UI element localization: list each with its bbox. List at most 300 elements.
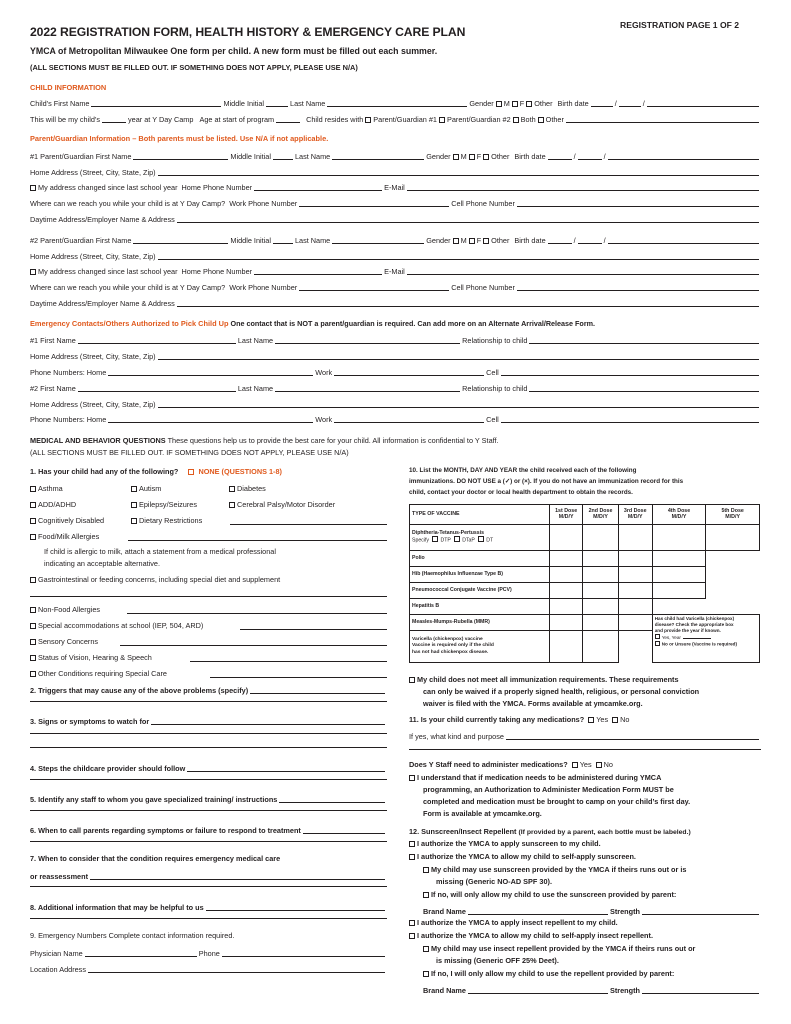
q4-line-2[interactable] (30, 779, 387, 780)
sensory-line[interactable] (120, 645, 387, 646)
may-use-ins-2: is missing (Generic OFF 25% Deet). (436, 956, 559, 965)
p2-last-name-field[interactable] (332, 236, 424, 244)
c1-phone-row (30, 366, 761, 376)
apply-insect-label: I authorize the YMCA to apply insect repellent to my child. (417, 918, 618, 927)
yes-year-label: Yes, Year (661, 634, 681, 640)
special-line[interactable] (240, 629, 387, 630)
c2-last-name-label: Last Name (237, 383, 274, 393)
dietary-line[interactable] (230, 524, 387, 525)
cond-asthma (30, 485, 63, 492)
blank-cell (706, 567, 760, 583)
no-unsure-label: No or Unsure (Vaccine is required) (661, 641, 738, 647)
cerebral-checkbox[interactable] (229, 502, 235, 508)
child-last-name-label: Last Name (290, 98, 326, 108)
p2-middle-initial-label: Middle Initial (230, 235, 271, 245)
location-label: Location Address (30, 964, 86, 974)
q5-row (30, 793, 387, 803)
may-use-sun-1: My child may use sunscreen provided by the YMCA if theirs runs out or is (431, 865, 687, 874)
p1-home-address-field[interactable] (158, 168, 759, 176)
c2-cell-phone-field[interactable] (501, 415, 759, 423)
child-gender-label: Gender (469, 98, 494, 108)
dose-cell[interactable] (706, 525, 760, 551)
c1-last-name-field[interactable] (275, 336, 460, 344)
ins-brand-field[interactable] (468, 986, 608, 994)
p1-reach-row (30, 197, 761, 207)
child-first-name-label: Child’s First Name (30, 98, 90, 108)
cognitive-label: Cognitively Disabled (38, 516, 105, 525)
polio-label: Polio (410, 551, 550, 567)
q2-line-2[interactable] (30, 701, 387, 702)
q8-line-2[interactable] (30, 918, 387, 919)
if-no-ins-checkbox[interactable] (423, 971, 429, 977)
resides-pg1-checkbox[interactable] (365, 117, 371, 123)
dose-label: 4th Dose (667, 508, 691, 515)
gastro-checkbox[interactable] (30, 577, 36, 583)
blank-cell (618, 631, 652, 663)
f-label: F (519, 98, 525, 108)
varicella-yes-checkbox[interactable] (655, 634, 660, 639)
vision-label: Status of Vision, Hearing & Speech (38, 653, 152, 662)
p1-work-phone-field[interactable] (299, 199, 449, 207)
resides-other-checkbox[interactable] (538, 117, 544, 123)
physician-phone-field[interactable] (222, 949, 385, 957)
p1-email-field[interactable] (407, 183, 759, 191)
c2-work-phone-field[interactable] (334, 415, 484, 423)
dose-cell[interactable] (550, 599, 583, 615)
varicella-note-3: and provide the year if known. (654, 627, 721, 633)
dose-cell[interactable] (652, 525, 706, 551)
q7-line-2[interactable] (30, 886, 387, 887)
cond-nonfood (30, 606, 100, 613)
c1-cell-label: Cell (486, 367, 499, 377)
sun-brand-field[interactable] (468, 907, 608, 915)
p2-gender-f-checkbox[interactable] (469, 238, 475, 244)
vision-checkbox[interactable] (30, 655, 36, 661)
apply-insect-checkbox[interactable] (409, 920, 415, 926)
milk-note-1: If child is allergic to milk, attach a statement from a medical professional (44, 547, 276, 556)
p2-first-name-label: #2 Parent/Guardian First Name (30, 235, 132, 245)
if-no-sun-label: If no, will only allow my child to use the sunscreen provided by parent: (431, 890, 677, 899)
mdy-label: M/D/Y (593, 513, 608, 520)
child-last-name-field[interactable] (327, 99, 467, 107)
other-cond-label: Other Conditions requiring Special Care (38, 669, 167, 678)
administer-no-checkbox[interactable] (596, 762, 602, 768)
c2-last-name-field[interactable] (275, 384, 460, 392)
other-label: Other (491, 151, 510, 161)
vaccine-name-cell (410, 525, 550, 551)
dose-1-header (550, 505, 583, 525)
c2-work-label: Work (315, 414, 333, 424)
child-middle-initial-label: Middle Initial (223, 98, 265, 108)
address-changed-label: My address changed since last school year (38, 182, 178, 192)
p2-home-address-field[interactable] (158, 252, 759, 260)
self-insect-checkbox[interactable] (409, 933, 415, 939)
apply-sunscreen-row (409, 840, 601, 847)
dtp-label: Diphtheria-Tetanus-Pertussis (412, 530, 484, 537)
p1-last-name-field[interactable] (332, 152, 424, 160)
q6-field[interactable] (303, 826, 385, 834)
m-label: M (460, 235, 467, 245)
dose-cell[interactable] (618, 583, 652, 599)
food-line[interactable] (128, 540, 387, 541)
may-use-ins-1: My child may use insect repellent provided by the YMCA if theirs runs out or (431, 944, 696, 953)
diabetes-label: Diabetes (237, 484, 266, 493)
diabetes-checkbox[interactable] (229, 486, 235, 492)
dose-cell[interactable] (550, 525, 583, 551)
c2-name-row (30, 382, 761, 392)
dose-label: 3rd Dose (623, 508, 647, 515)
cond-gastro (30, 576, 280, 583)
other-label: Other (545, 114, 564, 124)
cond-cerebral (229, 501, 335, 508)
c1-relationship-field[interactable] (529, 336, 759, 344)
p1-birth-day-field[interactable] (578, 152, 602, 160)
autism-checkbox[interactable] (131, 486, 137, 492)
meds-yes-checkbox[interactable] (588, 717, 594, 723)
if-no-sun-row (423, 891, 676, 898)
resides-pg2-checkbox[interactable] (439, 117, 445, 123)
p2-gender-label: Gender (426, 235, 451, 245)
brand-label: Brand Name (423, 985, 466, 995)
physician-field[interactable] (85, 949, 197, 957)
p1-email-label: E-Mail (384, 182, 405, 192)
milk-note-2: indicating an acceptable alternative. (44, 559, 161, 568)
ins-strength-field[interactable] (642, 986, 759, 994)
p2-email-field[interactable] (407, 267, 759, 275)
may-use-sun-checkbox[interactable] (423, 867, 429, 873)
sensory-label: Sensory Concerns (38, 637, 99, 646)
dose-cell[interactable] (652, 583, 706, 599)
p1-gender-m-checkbox[interactable] (453, 154, 459, 160)
sun-strength-field[interactable] (642, 907, 759, 915)
child-year-row (30, 113, 761, 123)
p2-middle-initial-field[interactable] (273, 236, 293, 244)
p1-cell-phone-field[interactable] (517, 199, 759, 207)
dose-cell[interactable] (583, 631, 618, 663)
child-gender-f-checkbox[interactable] (512, 101, 518, 107)
q5-field[interactable] (279, 795, 385, 803)
age-field[interactable] (276, 115, 300, 123)
dtp-checkbox[interactable] (432, 536, 438, 542)
not-meet-row (409, 676, 679, 683)
q5-label: 5. Identify any staff to whom you gave specialized training/ instructions (30, 794, 278, 804)
resides-both-checkbox[interactable] (513, 117, 519, 123)
not-meet-checkbox[interactable] (409, 677, 415, 683)
slash: / (573, 235, 576, 245)
apply-sunscreen-checkbox[interactable] (409, 841, 415, 847)
asthma-label: Asthma (38, 484, 63, 493)
emergency-heading-line (30, 320, 595, 327)
q11-label: 11. Is your child currently taking any medications? (409, 715, 585, 724)
c2-cell-label: Cell (486, 414, 499, 424)
vaccine-type-header: TYPE OF VACCINE (410, 505, 550, 525)
no-label: No (603, 760, 613, 769)
blank-cell (706, 551, 760, 567)
understand-checkbox[interactable] (409, 775, 415, 781)
c1-first-name-field[interactable] (78, 336, 236, 344)
dose-3-header (618, 505, 652, 525)
p1-home-phone-field[interactable] (254, 183, 382, 191)
none-checkbox[interactable] (188, 469, 194, 475)
p2-gender-other-checkbox[interactable] (483, 238, 489, 244)
child-birth-day-field[interactable] (619, 99, 641, 107)
dose-cell[interactable] (550, 615, 583, 631)
p1-name-row (30, 150, 761, 160)
dtap-checkbox[interactable] (454, 536, 460, 542)
q3-field[interactable] (151, 717, 385, 725)
self-insect-row (409, 932, 653, 939)
food-checkbox[interactable] (30, 534, 36, 540)
add-checkbox[interactable] (30, 502, 36, 508)
c1-first-name-label: #1 First Name (30, 335, 76, 345)
q9-label: 9. Emergency Numbers Complete contact information required. (30, 931, 235, 940)
sensory-checkbox[interactable] (30, 639, 36, 645)
dose-cell[interactable] (652, 567, 706, 583)
varicella-note-1: Has child had Varicella (chickenpox) (654, 616, 735, 621)
dt-checkbox[interactable] (478, 536, 484, 542)
form-subtitle: YMCA of Metropolitan Milwaukee One form per child. A new form must be filled out each summer. (30, 46, 438, 56)
q6-line-2[interactable] (30, 841, 387, 842)
q5-line-2[interactable] (30, 810, 387, 811)
c2-first-name-field[interactable] (78, 384, 236, 392)
may-use-ins-row (423, 945, 695, 952)
q8-field[interactable] (206, 903, 385, 911)
understand-row (409, 774, 661, 781)
q2-field[interactable] (250, 686, 385, 694)
varicella-note-cell (652, 615, 759, 663)
p2-birth-day-field[interactable] (578, 236, 602, 244)
c1-work-phone-field[interactable] (334, 368, 484, 376)
dose-cell[interactable] (550, 583, 583, 599)
dose-cell[interactable] (583, 551, 618, 567)
cognitive-checkbox[interactable] (30, 518, 36, 524)
autism-label: Autism (139, 484, 162, 493)
dose-cell[interactable] (618, 525, 652, 551)
form-title: 2022 REGISTRATION FORM, HEALTH HISTORY & EMERGENCY CARE PLAN (30, 25, 466, 39)
q6-row (30, 824, 387, 834)
dose-cell[interactable] (550, 551, 583, 567)
administer-yes-checkbox[interactable] (572, 762, 578, 768)
dietary-checkbox[interactable] (131, 518, 137, 524)
p1-last-name-label: Last Name (294, 151, 331, 161)
child-year-field[interactable] (102, 115, 126, 123)
dose-label: 1st Dose (555, 508, 578, 515)
mdy-label: M/D/Y (627, 513, 643, 520)
brand-label: Brand Name (423, 906, 466, 916)
c1-cell-phone-field[interactable] (501, 368, 759, 376)
p2-address-changed-checkbox[interactable] (30, 269, 36, 275)
understand-4: Form is available at ymcamke.org. (423, 809, 542, 818)
c1-work-label: Work (315, 367, 333, 377)
pcv-label: Pneumococcal Conjugate Vaccine (PCV) (410, 583, 550, 599)
cond-sensory (30, 638, 98, 645)
p1-phone-row (30, 181, 761, 191)
none-label: NONE (QUESTIONS 1-8) (198, 467, 282, 476)
p2-work-phone-label: Work Phone Number (229, 282, 298, 292)
dose-cell[interactable] (550, 567, 583, 583)
c2-phone-row (30, 413, 761, 423)
c1-home-address-field[interactable] (158, 352, 759, 360)
m-label: M (460, 151, 467, 161)
p2-name-row (30, 234, 761, 244)
apply-insect-row (409, 919, 618, 926)
dose-cell[interactable] (583, 599, 618, 615)
p1-gender-other-checkbox[interactable] (483, 154, 489, 160)
dtap-opt: DTaP (462, 537, 475, 544)
child-gender-m-checkbox[interactable] (496, 101, 502, 107)
physician-label: Physician Name (30, 948, 83, 958)
hib-label: Hib (Haemophilus Influenzae Type B) (410, 567, 550, 583)
special-acc-checkbox[interactable] (30, 623, 36, 629)
gastro-line[interactable] (30, 596, 387, 597)
dose-cell[interactable] (652, 551, 706, 567)
c1-home-address-label: Home Address (Street, City, State, Zip) (30, 351, 156, 361)
p2-home-phone-field[interactable] (254, 267, 382, 275)
administer-label: Does Y Staff need to administer medications? (409, 760, 568, 769)
child-birth-date-label: Birth date (557, 98, 589, 108)
p2-cell-phone-label: Cell Phone Number (451, 282, 515, 292)
varicella-no-checkbox[interactable] (655, 641, 660, 646)
slash: / (614, 98, 617, 108)
p1-home-address-label: Home Address (Street, City, State, Zip) (30, 167, 156, 177)
c1-relationship-label: Relationship to child (462, 335, 528, 345)
dose-cell[interactable] (583, 583, 618, 599)
slash: / (603, 235, 606, 245)
dose-cell[interactable] (618, 567, 652, 583)
dose-cell[interactable] (618, 551, 652, 567)
asthma-checkbox[interactable] (30, 486, 36, 492)
q3-line-3[interactable] (30, 747, 387, 748)
dose-label: 2nd Dose (588, 508, 613, 515)
meds-kind-field[interactable] (506, 732, 759, 740)
c1-home-phone-field[interactable] (108, 368, 313, 376)
p1-birth-year-field[interactable] (608, 152, 759, 160)
if-no-sun-checkbox[interactable] (423, 892, 429, 898)
cond-epilepsy (131, 501, 197, 508)
child-birth-year-field[interactable] (647, 99, 759, 107)
q11-row (409, 716, 629, 723)
p2-gender-m-checkbox[interactable] (453, 238, 459, 244)
self-sunscreen-label: I authorize the YMCA to allow my child to self-apply sunscreen. (417, 852, 636, 861)
epilepsy-checkbox[interactable] (131, 502, 137, 508)
other-cond-line[interactable] (210, 677, 387, 678)
slash: / (603, 151, 606, 161)
q2-row (30, 684, 387, 694)
q10-line-2: immunizations. DO NOT USE a (✓) or (×). If you do not have an immunization record for this (409, 478, 684, 485)
p1-address-changed-checkbox[interactable] (30, 185, 36, 191)
dose-cell[interactable] (583, 615, 618, 631)
if-yes-row (409, 730, 761, 740)
p2-address-row (30, 250, 761, 260)
p1-gender-f-checkbox[interactable] (469, 154, 475, 160)
understand-2: programming, an Authorization to Administer Medication Form MUST be (423, 785, 674, 794)
other-label: Other (534, 98, 553, 108)
p1-first-name-field[interactable] (133, 152, 228, 160)
other-label: Other (491, 235, 510, 245)
not-meet-3: waiver is filed with the YMCA. Forms available at ymcamke.org. (423, 699, 643, 708)
q1-label: 1. Has your child had any of the following? (30, 467, 179, 476)
c2-home-address-field[interactable] (158, 400, 759, 408)
age-at-start-label: Age at start of program (199, 114, 275, 124)
blank-cell (652, 599, 706, 615)
vision-line[interactable] (190, 661, 387, 662)
p2-phone-row (30, 265, 761, 275)
if-no-ins-row (423, 970, 674, 977)
nonfood-checkbox[interactable] (30, 607, 36, 613)
cerebral-label: Cerebral Palsy/Motor Disorder (237, 500, 336, 509)
mdy-label: M/D/Y (725, 513, 741, 520)
p1-middle-initial-field[interactable] (273, 152, 293, 160)
p2-daytime-row (30, 297, 761, 307)
p2-birth-month-field[interactable] (548, 236, 572, 244)
p1-daytime-address-field[interactable] (177, 215, 759, 223)
varicella-1: Varicella (chickenpox) vaccine (412, 637, 483, 643)
f-label: F (476, 151, 482, 161)
c1-name-row (30, 334, 761, 344)
location-field[interactable] (88, 965, 385, 973)
p2-work-phone-field[interactable] (299, 283, 449, 291)
slash: / (573, 151, 576, 161)
address-changed-label: My address changed since last school year (38, 266, 178, 276)
p2-reach-row (30, 281, 761, 291)
p2-first-name-field[interactable] (133, 236, 228, 244)
q1-row (30, 468, 282, 475)
q3-line-2[interactable] (30, 733, 387, 734)
may-use-ins-checkbox[interactable] (423, 946, 429, 952)
c2-home-phone-field[interactable] (108, 415, 313, 423)
child-birth-month-field[interactable] (591, 99, 613, 107)
dose-cell[interactable] (583, 567, 618, 583)
q8-label: 8. Additional information that may be helpful to us (30, 902, 204, 912)
may-use-sun-2: missing (Generic NO-AD SPF 30). (436, 877, 552, 886)
q12-label: 12. Sunscreen/Insect Repellent (409, 827, 517, 836)
self-sunscreen-checkbox[interactable] (409, 854, 415, 860)
pg2-label: Parent/Guardian #2 (446, 114, 511, 124)
dtp-opt: DTP (440, 537, 451, 544)
meds-no-checkbox[interactable] (612, 717, 618, 723)
nonfood-line[interactable] (127, 613, 387, 614)
p2-cell-phone-field[interactable] (517, 283, 759, 291)
mdy-label: M/D/Y (558, 513, 574, 520)
q10-line-1: 10. List the MONTH, DAY AND YEAR the child received each of the following (409, 467, 637, 474)
p1-birth-month-field[interactable] (548, 152, 572, 160)
child-gender-other-checkbox[interactable] (526, 101, 532, 107)
medical-heading-line (30, 437, 499, 444)
resides-other-field[interactable] (566, 115, 759, 123)
q7-field[interactable] (90, 872, 385, 880)
c2-relationship-field[interactable] (529, 384, 759, 392)
c2-first-name-label: #2 First Name (30, 383, 76, 393)
year-at-label: year at Y Day Camp (128, 114, 194, 124)
dose-cell[interactable] (550, 631, 583, 663)
q4-row (30, 762, 387, 772)
slash: / (642, 98, 645, 108)
varicella-year-field[interactable] (683, 634, 711, 639)
other-cond-checkbox[interactable] (30, 671, 36, 677)
c2-relationship-label: Relationship to child (462, 383, 528, 393)
child-middle-initial-field[interactable] (266, 99, 288, 107)
q4-field[interactable] (187, 764, 385, 772)
meds-line-2[interactable] (409, 749, 761, 750)
cond-add (30, 501, 76, 508)
p2-birth-year-field[interactable] (608, 236, 759, 244)
cond-autism (131, 485, 161, 492)
p2-daytime-address-field[interactable] (177, 299, 759, 307)
q10-line-3: child, contact your doctor or local health department to obtain the records. (409, 489, 633, 496)
dose-cell[interactable] (583, 525, 618, 551)
dose-cell[interactable] (618, 599, 652, 615)
child-first-name-field[interactable] (91, 99, 221, 107)
